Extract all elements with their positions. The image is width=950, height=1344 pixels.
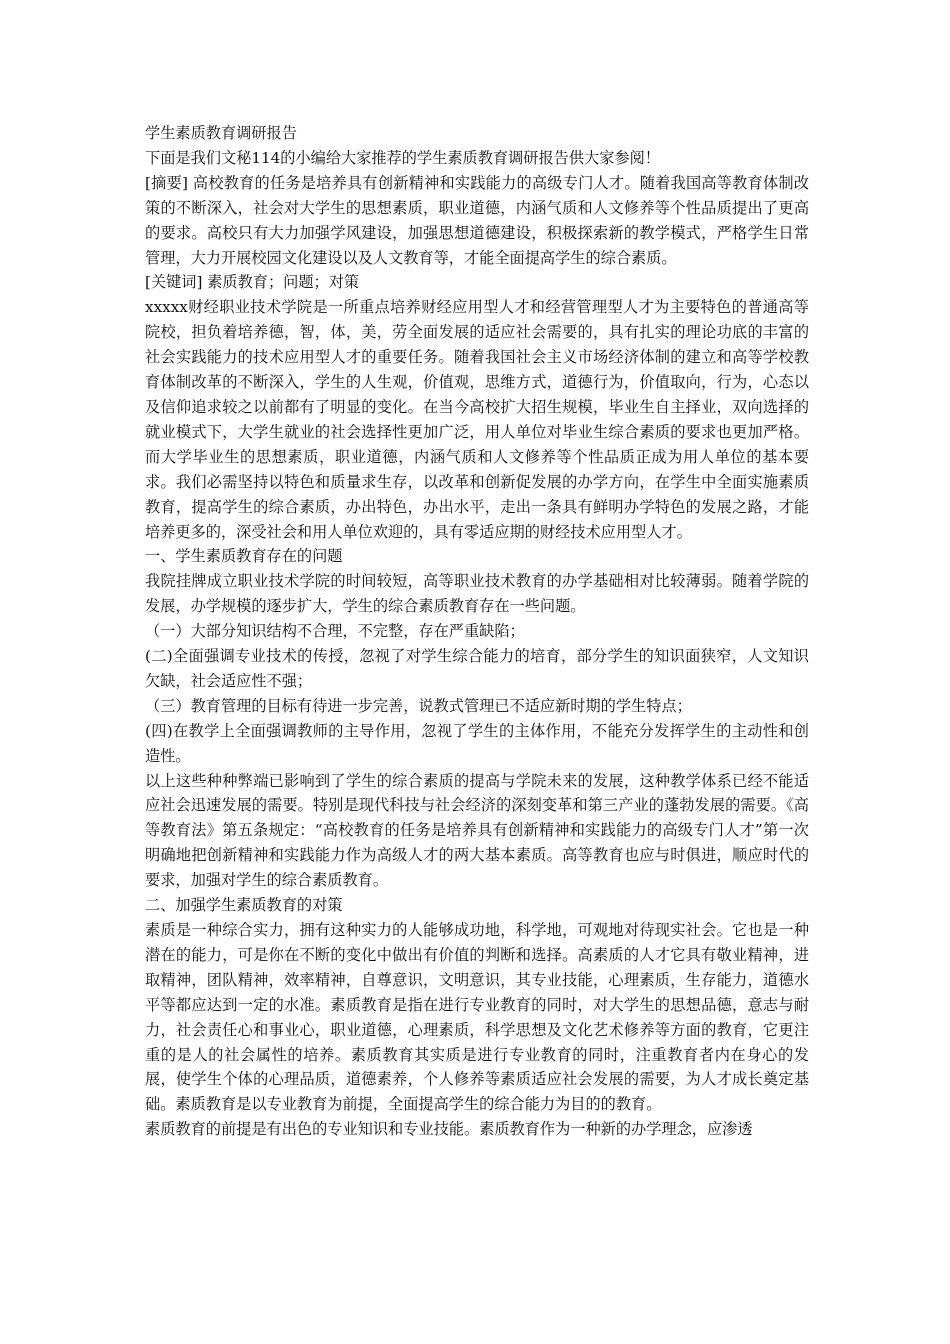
body-paragraph: 素质教育的前提是有出色的专业知识和专业技能。素质教育作为一种新的办学理念，应渗透	[145, 1120, 753, 1139]
body-paragraph: 素质是一种综合实力，拥有这种实力的人能够成功地，科学地，可观地对待现实社会。它也是一种潜在的能力，可是你在不断的变化中做出有价值的判断和选择。高素质的人才它具有敬业精神，进取精神，团队精神，效率精神，自尊意识，文明意识，其专业技能，心理素质，生存能力，道德水平等都应达到一定的水准。素质教育是指在进行专业教育的同时，对大学生的思想品德，意志与耐力，社会责任心和事业心，职业道德，心理素质，科学思想及文化艺术修养等方面的教育，它更注重的是人的社会属性的培养。素质教育其实质是进行专业教育的同时，注重教育者内在身心的发展，使学生个体的心理品质，道德素养，个人修养等素质适应社会发展的需要，为人才成长奠定基础。素质教育是以专业教育为前提，全面提高学生的综合能力为目的的教育。	[145, 921, 809, 1114]
list-item: (四)在教学上全面强调教师的主导作用，忽视了学生的主体作用，不能充分发挥学生的主动性和创造性。	[145, 721, 809, 765]
list-item: (二)全面强调专业技术的传授，忽视了对学生综合能力的培育，部分学生的知识面狭窄，人文知识欠缺，社会适应性不强；	[145, 647, 809, 690]
document-page	[145, 121, 809, 1142]
body-paragraph: 以上这些种种弊端已影响到了学生的综合素质的提高与学院未来的发展，这种教学体系已经不能适应社会迅速发展的需要。特别是现代科技与社会经济的深刻变革和第三产业的蓬勃发展的需要。《高等教育法》第五条规定：“高校教育的任务是培养具有创新精神和实践能力的高级专门人才”第一次明确地把创新精神和实践能力作为高级人才的两大基本素质。高等教育也应与时俱进，顺应时代的要求，加强对学生的综合素质教育。	[145, 771, 809, 890]
body-paragraph: 我院挂牌成立职业技术学院的时间较短，高等职业技术教育的办学基础相对比较薄弱。随着学院的发展，办学规模的逐步扩大，学生的综合素质教育存在一些问题。	[145, 572, 809, 616]
intro-paragraph: 下面是我们文秘114的小编给大家推荐的学生素质教育调研报告供大家参阅！	[145, 148, 660, 167]
keywords-line: [关键词] 素质教育；问题；对策	[145, 273, 360, 292]
body-paragraph: xxxxx财经职业技术学院是一所重点培养财经应用型人才和经营管理型人才为主要特色的普通高等院校，担负着培养德，智，体，美，劳全面发展的适应社会需要的，具有扎实的理论功底的丰富的社会实践能力的技术应用型人才的重要任务。随着我国社会主义市场经济体制的建立和高等学校教育体制改革的不断深入，学生的人生观，价值观，思维方式，道德行为，价值取向，行为，心态以及信仰追求较之以前都有了明显的变化。在当今高校扩大招生规模，毕业生自主择业，双向选择的就业模式下，大学生就业的社会选择性更加广泛，用人单位对毕业生综合素质的要求也更加严格。而大学毕业生的思想素质，职业道德，内涵气质和人文修养等个性品质正成为用人单位的基本要求。我们必需坚持以特色和质量求生存，以改革和创新促发展的办学方向，在学生中全面实施素质教育，提高学生的综合素质，办出特色，办出水平，走出一条具有鲜明办学特色的发展之路，才能培养更多的，深受社会和用人单位欢迎的，具有零适应期的财经技术应用型人才。	[145, 298, 809, 541]
list-item: （一）大部分知识结构不合理，不完整，存在严重缺陷；	[145, 622, 525, 641]
list-item: （三）教育管理的目标有待进一步完善，说教式管理已不适应新时期的学生特点；	[145, 696, 692, 715]
document-title: 学生素质教育调研报告	[145, 124, 297, 142]
section-heading: 一、学生素质教育存在的问题	[145, 547, 343, 566]
abstract-paragraph: [摘要] 高校教育的任务是培养具有创新精神和实践能力的高级专门人才。随着我国高等教育体制改策的不断深入，社会对大学生的思想素质，职业道德，内涵气质和人文修养等个性品质提出了更高的要求。高校只有大力加强学风建设，加强思想道德建设，积极探索新的教学模式，严格学生日常管理，大力开展校园文化建设以及人文教育等，才能全面提高学生的综合素质。	[145, 173, 809, 267]
section-heading: 二、加强学生素质教育的对策	[145, 896, 343, 915]
